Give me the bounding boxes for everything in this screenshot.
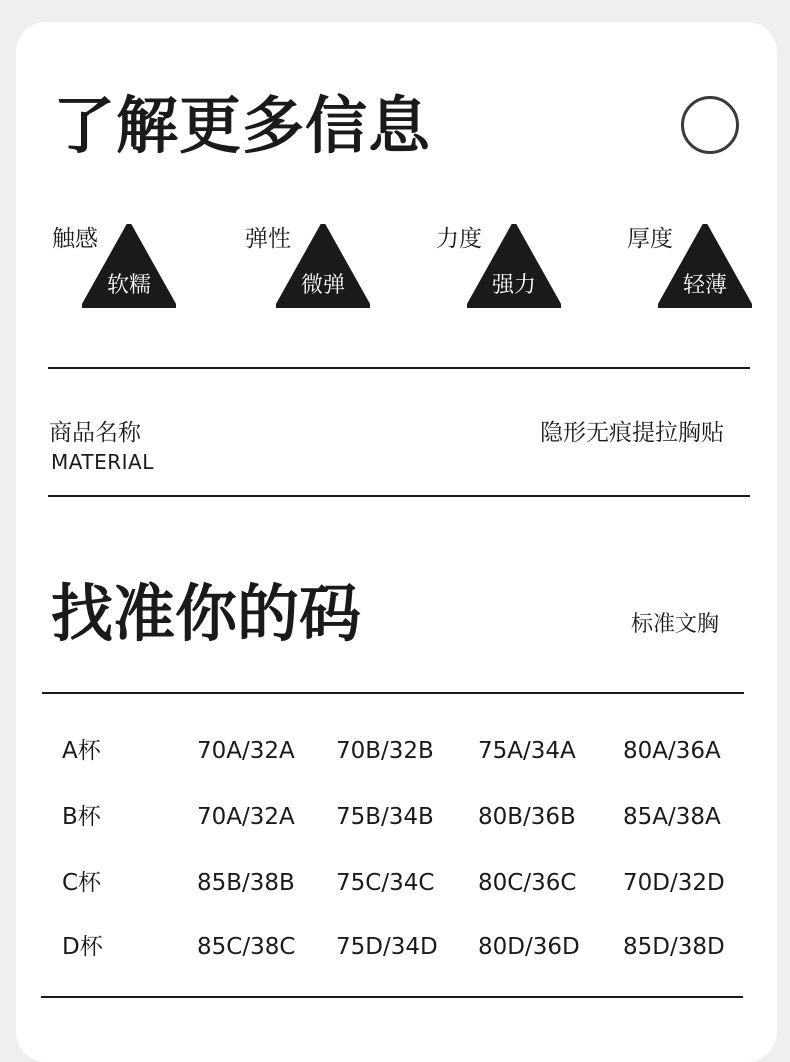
page-title: 了解更多信息 <box>53 89 432 162</box>
size-cell: 85B/38B <box>197 870 295 896</box>
product-name-sublabel: MATERIAL <box>51 450 154 474</box>
divider <box>48 367 750 369</box>
table-row <box>0 932 790 998</box>
size-cell: 75C/34C <box>336 870 435 896</box>
attribute-value-elasticity: 微弹 <box>300 273 345 298</box>
attribute-value-strength: 强力 <box>491 273 536 298</box>
cup-label: D杯 <box>62 934 103 960</box>
product-name-label: 商品名称 <box>49 420 141 446</box>
attribute-label-touch: 触感 <box>52 226 98 252</box>
size-cell: 70D/32D <box>623 870 725 896</box>
cup-label: C杯 <box>62 870 102 896</box>
size-cell: 80A/36A <box>623 738 721 764</box>
size-cell: 70A/32A <box>197 804 295 830</box>
size-cell: 75B/34B <box>336 804 434 830</box>
attribute-label-strength: 力度 <box>436 226 482 252</box>
attribute-value-thickness: 轻薄 <box>682 273 727 298</box>
size-cell: 80B/36B <box>478 804 576 830</box>
size-cell: 85C/38C <box>197 934 296 960</box>
table-row <box>0 802 790 868</box>
divider <box>48 495 750 497</box>
cup-label: A杯 <box>62 738 101 764</box>
attribute-badge-elasticity <box>276 224 370 308</box>
size-cell: 80C/36C <box>478 870 577 896</box>
size-cell: 75D/34D <box>336 934 438 960</box>
attribute-label-elasticity: 弹性 <box>245 226 291 252</box>
size-section-subtitle: 标准文胸 <box>631 612 720 637</box>
size-cell: 70B/32B <box>336 738 434 764</box>
size-cell: 80D/36D <box>478 934 580 960</box>
size-cell: 85D/38D <box>623 934 725 960</box>
divider <box>42 692 744 694</box>
attribute-badge-touch <box>82 224 176 308</box>
cup-label: B杯 <box>62 804 101 830</box>
attribute-label-thickness: 厚度 <box>627 226 673 252</box>
size-section-title: 找准你的码 <box>51 577 362 650</box>
circle-icon <box>681 96 739 154</box>
size-cell: 70A/32A <box>197 738 295 764</box>
attribute-badge-strength <box>467 224 561 308</box>
table-row <box>0 868 790 934</box>
table-row <box>0 736 790 802</box>
attribute-value-touch: 软糯 <box>106 273 151 298</box>
size-cell: 85A/38A <box>623 804 721 830</box>
product-name-value: 隐形无痕提拉胸贴 <box>540 420 724 446</box>
attribute-badge-thickness <box>658 224 752 308</box>
size-cell: 75A/34A <box>478 738 576 764</box>
divider <box>41 996 743 998</box>
